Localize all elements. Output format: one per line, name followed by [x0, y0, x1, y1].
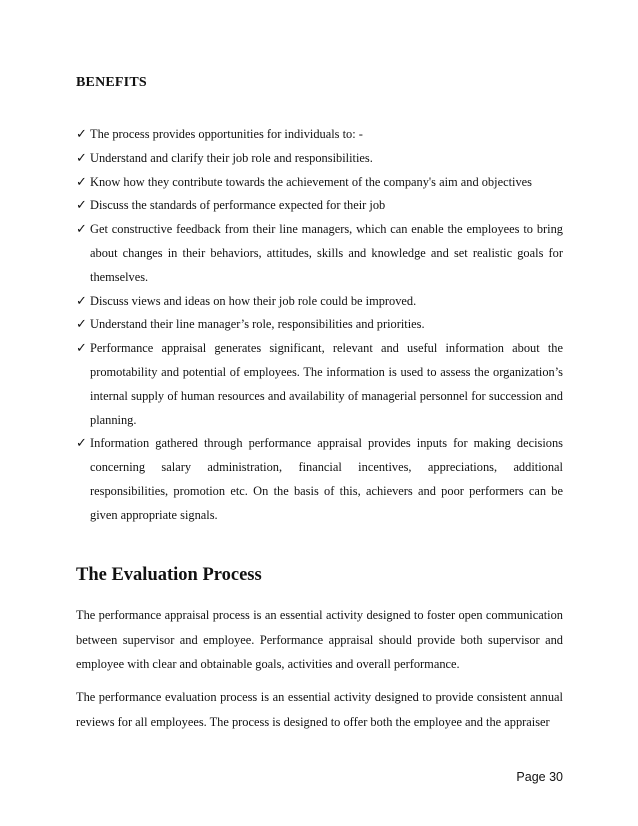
checkmark-icon: ✓	[76, 293, 87, 309]
checkmark-icon: ✓	[76, 127, 87, 142]
checkmark-icon: ✓	[76, 174, 87, 190]
list-item	[76, 123, 563, 147]
list-item	[76, 171, 563, 195]
list-item-text: Know how they contribute towards the achievement of the company's aim and objectives	[90, 174, 532, 189]
page-number: Page 30	[516, 770, 563, 784]
list-item-text: Performance appraisal generates significant, relevant and useful information about the promotability and potential of employees. The information is used to assess the organization’s internal supply of human resources and availability of managerial personnel for succession and planning.	[90, 341, 563, 427]
list-item	[76, 194, 563, 218]
checkmark-icon: ✓	[76, 150, 87, 166]
evaluation-paragraph-1: The performance appraisal process is an essential activity designed to foster open communication between supervisor and employee. Performance appraisal should provide both supervisor and employee with clear and obtainable goals, activities and overall performance.	[76, 608, 563, 671]
benefits-list	[76, 123, 563, 528]
checkmark-icon: ✓	[76, 436, 87, 452]
list-item	[76, 290, 563, 314]
list-item-text: Get constructive feedback from their line managers, which can enable the employees to bring about changes in their behaviors, attitudes, skills and knowledge and set realistic goals for themselves.	[90, 222, 563, 284]
benefits-heading: BENEFITS	[76, 75, 147, 90]
list-item-text: The process provides opportunities for individuals to: -	[90, 127, 363, 141]
list-item	[76, 147, 563, 171]
list-item-text: Discuss views and ideas on how their job role could be improved.	[90, 293, 417, 308]
checkmark-icon: ✓	[76, 317, 87, 333]
evaluation-paragraph-2: The performance evaluation process is an essential activity designed to provide consistent annual reviews for all employees. The process is designed to offer both the employee and the appraiser	[76, 690, 563, 729]
list-item	[76, 337, 563, 432]
evaluation-process-heading: The Evaluation Process	[76, 565, 262, 585]
list-item-text: Discuss the standards of performance expected for their job	[90, 198, 386, 213]
list-item-text: Understand and clarify their job role and responsibilities.	[90, 150, 373, 165]
list-item	[76, 313, 563, 337]
checkmark-icon: ✓	[76, 198, 87, 214]
list-item	[76, 218, 563, 289]
list-item-text: Information gathered through performance appraisal provides inputs for making decisions concerning salary administration, financial incentives, appreciations, additional responsibilities, promotion etc. On the basis of this, achievers and poor performers can be given appropriate signals.	[90, 436, 563, 522]
checkmark-icon: ✓	[76, 341, 87, 357]
list-item	[76, 432, 563, 527]
list-item-text: Understand their line manager’s role, responsibilities and priorities.	[90, 317, 425, 332]
checkmark-icon: ✓	[76, 222, 87, 238]
